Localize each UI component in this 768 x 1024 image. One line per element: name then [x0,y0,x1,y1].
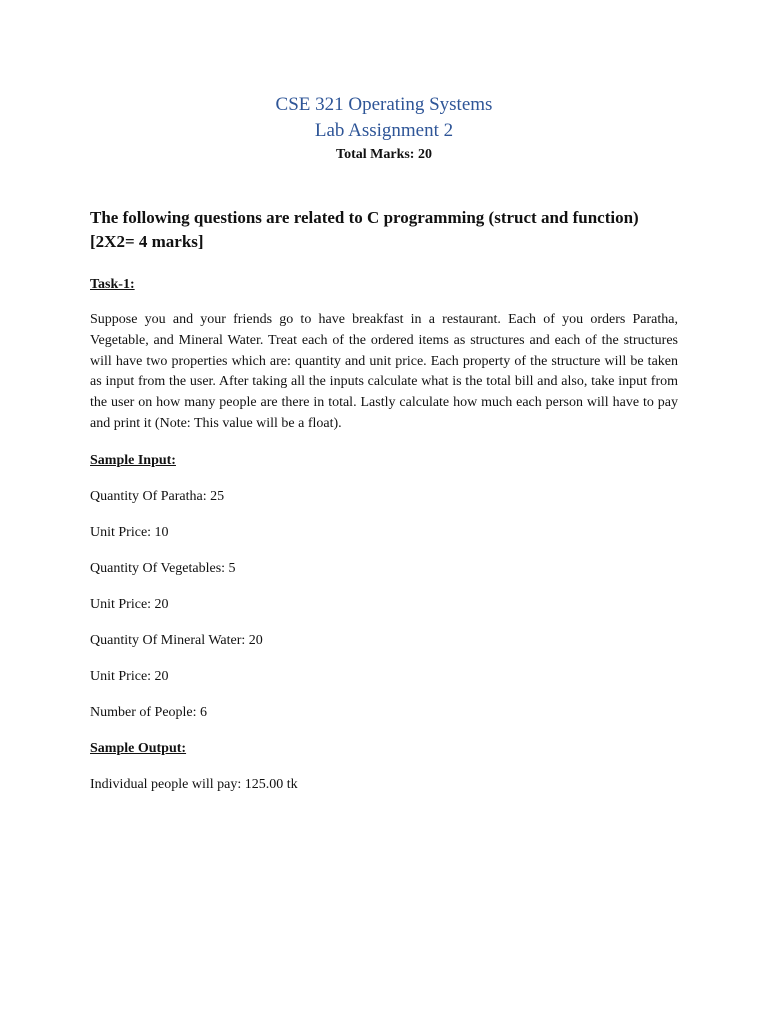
document-header [0,92,768,165]
sample-input-line: Quantity Of Mineral Water: 20 [90,632,263,648]
lab-title: Lab Assignment 2 [314,120,454,141]
sample-output-line: Individual people will pay: 125.00 tk [90,776,298,792]
sample-input-line: Quantity Of Vegetables: 5 [90,560,236,576]
course-title: CSE 321 Operating Systems [275,94,493,115]
task-description: Suppose you and your friends go to have breakfast in a restaurant. Each of you orders Paratha, Vegetable, and Mineral Water. Treat each of the ordered items as structures and each of the structures will have two properties which are: quantity and unit price. Each property of the structure will be taken as input from the user. After taking all the inputs calculate what is the total bill and also, take input from the user on how many people are there in total. Lastly calculate how much each person will have to pay and print it (Note: This value will be a float). [90,312,678,431]
sample-input-line: Quantity Of Paratha: 25 [90,488,225,504]
sample-input-label: Sample Input: [90,452,176,468]
sample-input-line: Unit Price: 10 [90,524,169,540]
total-marks: Total Marks: 20 [336,147,432,162]
sample-output-label: Sample Output: [90,740,187,756]
sample-input-line: Number of People: 6 [90,704,208,720]
sample-input-line: Unit Price: 20 [90,596,169,612]
task-label: Task-1: [90,277,135,292]
section-heading: The following questions are related to C programming (struct and function) [2X2= 4 marks] [90,208,639,251]
sample-input-line: Unit Price: 20 [90,668,169,684]
sample-output-block [90,775,678,795]
sample-input-block [90,487,678,723]
document-body [90,206,678,795]
